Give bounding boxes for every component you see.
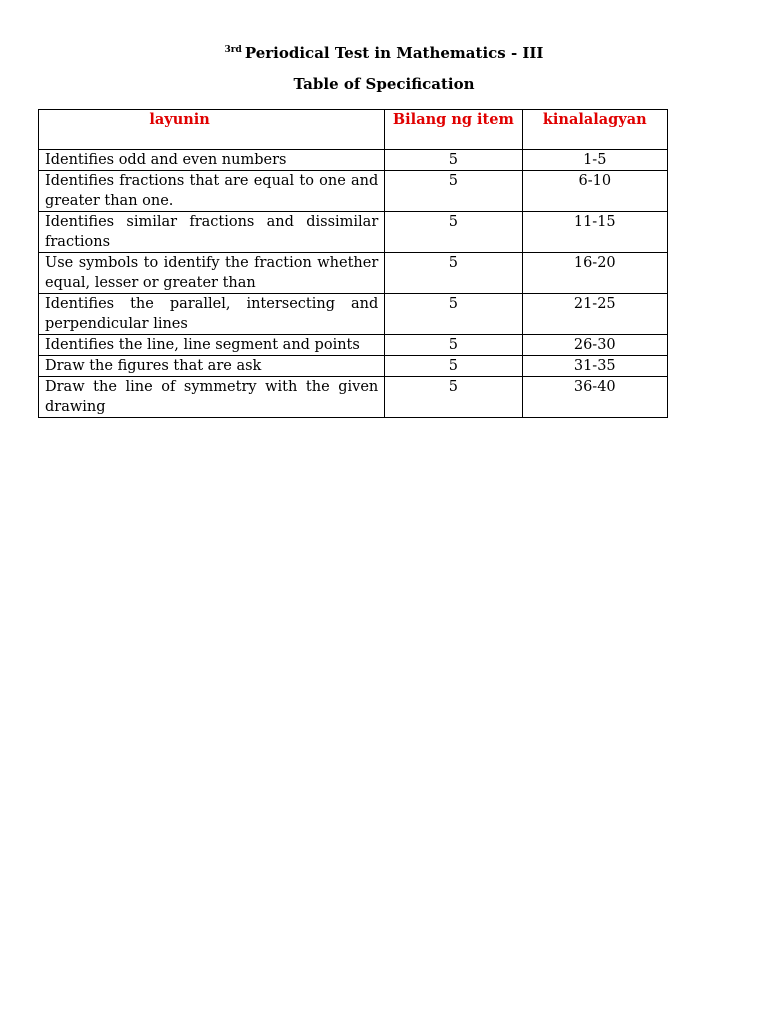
objective-cell: Identifies the parallel, intersecting and perpendicular lines xyxy=(39,294,385,335)
table-row xyxy=(39,212,668,253)
page-title xyxy=(0,40,768,63)
table-row xyxy=(39,171,668,212)
objective-cell: Identifies similar fractions and dissimilar fractions xyxy=(39,212,385,253)
objective-cell: Identifies fractions that are equal to one and greater than one. xyxy=(39,171,385,212)
column-header-layunin: layunin xyxy=(39,110,385,150)
title-superscript: 3rd xyxy=(224,45,242,55)
table-row xyxy=(39,150,668,171)
item-count-cell: 5 xyxy=(385,356,522,377)
location-cell: 16-20 xyxy=(522,253,667,294)
objective-cell: Draw the figures that are ask xyxy=(39,356,385,377)
table-row xyxy=(39,294,668,335)
table-row xyxy=(39,253,668,294)
location-cell: 26-30 xyxy=(522,335,667,356)
objective-cell: Identifies odd and even numbers xyxy=(39,150,385,171)
location-cell: 6-10 xyxy=(522,171,667,212)
item-count-cell: 5 xyxy=(385,150,522,171)
item-count-cell: 5 xyxy=(385,377,522,418)
location-cell: 31-35 xyxy=(522,356,667,377)
table-row xyxy=(39,356,668,377)
page-subtitle: Table of Specification xyxy=(293,75,475,93)
title-text: Periodical Test in Mathematics - III xyxy=(244,44,544,62)
column-header-bilang: Bilang ng item xyxy=(385,110,522,150)
objective-cell: Use symbols to identify the fraction whether equal, lesser or greater than xyxy=(39,253,385,294)
table-row xyxy=(39,377,668,418)
objective-cell: Identifies the line, line segment and points xyxy=(39,335,385,356)
specification-table xyxy=(38,109,668,418)
item-count-cell: 5 xyxy=(385,294,522,335)
item-count-cell: 5 xyxy=(385,253,522,294)
objective-cell: Draw the line of symmetry with the given drawing xyxy=(39,377,385,418)
item-count-cell: 5 xyxy=(385,171,522,212)
item-count-cell: 5 xyxy=(385,335,522,356)
table-header-row xyxy=(39,110,668,150)
location-cell: 1-5 xyxy=(522,150,667,171)
location-cell: 36-40 xyxy=(522,377,667,418)
item-count-cell: 5 xyxy=(385,212,522,253)
location-cell: 21-25 xyxy=(522,294,667,335)
location-cell: 11-15 xyxy=(522,212,667,253)
column-header-kinalalagyan: kinalalagyan xyxy=(522,110,667,150)
table-row xyxy=(39,335,668,356)
